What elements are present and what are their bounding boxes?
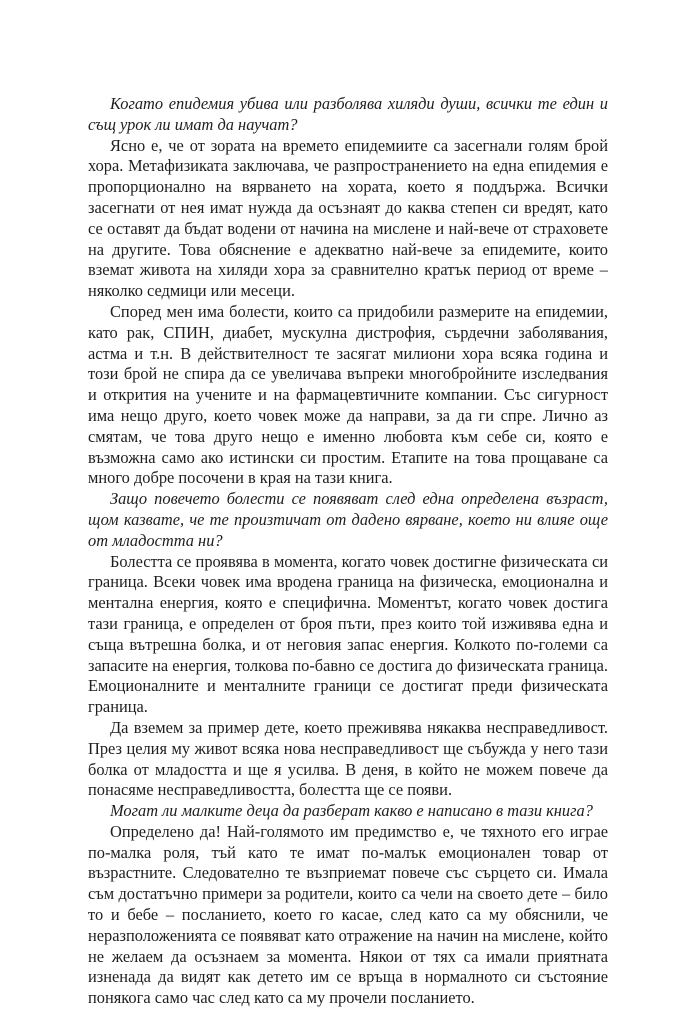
question-paragraph: Когато епидемия убива или разболява хиляди души, всички те един и същ урок ли имат да научат?	[88, 94, 608, 134]
answer-paragraph: Ясно е, че от зората на времето епидемиите са засегнали голям брой хора. Метафизиката заключава, че разпространението на една епидемия е пропорционално на вярването на хората, което я поддържа. Всички засегнати от нея имат нужда да осъзнаят до каква степен си вредят, като се оставят да бъдат водени от начина на мислене и най-вече от страховете на другите. Това обяснение е адекватно най-вече за епидемите, които вземат живота на хиляди хора за сравнително кратък период от време – няколко седмици или месеци.	[88, 135, 608, 301]
answer-paragraph: Да вземем за пример дете, което преживява някаква несправедливост. През целия му живот всяка нова несправедливост ще събужда у него тази болка от младостта и ще я усилва. В деня, в който не можем повече да понасяме несправедливостта, болестта ще се появи.	[88, 717, 608, 800]
answer-paragraph: Болестта се проявява в момента, когато човек достигне физическата си граница. Всеки човек има вродена граница на физическа, емоционална и ментална енергия, която е специфична. Моментът, когато човек достига тази граница, е определен от броя пъти, през които той изживява една и съща вътрешна болка, и от неговия запас енергия. Колкото по-големи са запасите на енергия, толкова по-бавно се достига до физическата граница. Емоционалните и менталните граници се достигат преди физическата граница.	[88, 551, 608, 717]
question-paragraph: Защо повечето болести се появяват след една определена възраст, щом казвате, че те произтичат от дадено вярване, което ни влияе още от младостта ни?	[88, 489, 608, 550]
question-paragraph: Могат ли малките деца да разберат какво е написано в тази книга?	[110, 801, 593, 821]
answer-paragraph: Определено да! Най-голямото им предимство е, че тяхното его играе по-малка роля, тъй като те имат по-малък емоционален товар от възрастните. Следователно те възприемат повече със сърцето си. Имала съм достатъчно примери за родители, които са чели на своето дете – било то и бебе – посланието, което го касае, след като са му обяснили, че неразположенията се появяват като отражение на начин на мислене, който не желаем да осъзнаем за момента. Някои от тях са имали приятната изненада да видят как детето им се връща в нормалното си състояние понякога само час след като са му прочели посланието.	[88, 821, 608, 1008]
book-page-body	[88, 94, 608, 1009]
answer-paragraph: Според мен има болести, които са придобили размерите на епидемии, като рак, СПИН, диабет, мускулна дистрофия, сърдечни заболявания, астма и т.н. В действителност те засягат милиони хора всяка година и този брой не спира да се увеличава въпреки многобройните изследвания и открития на учените и на фармацевтичните компании. Със сигурност има нещо друго, което човек може да направи, за да ги спре. Лично аз смятам, че това друго нещо е именно любовта към себе си, която е възможна само ако истински си простим. Етапите на това прощаване са много добре посочени в края на тази книга.	[88, 301, 608, 488]
